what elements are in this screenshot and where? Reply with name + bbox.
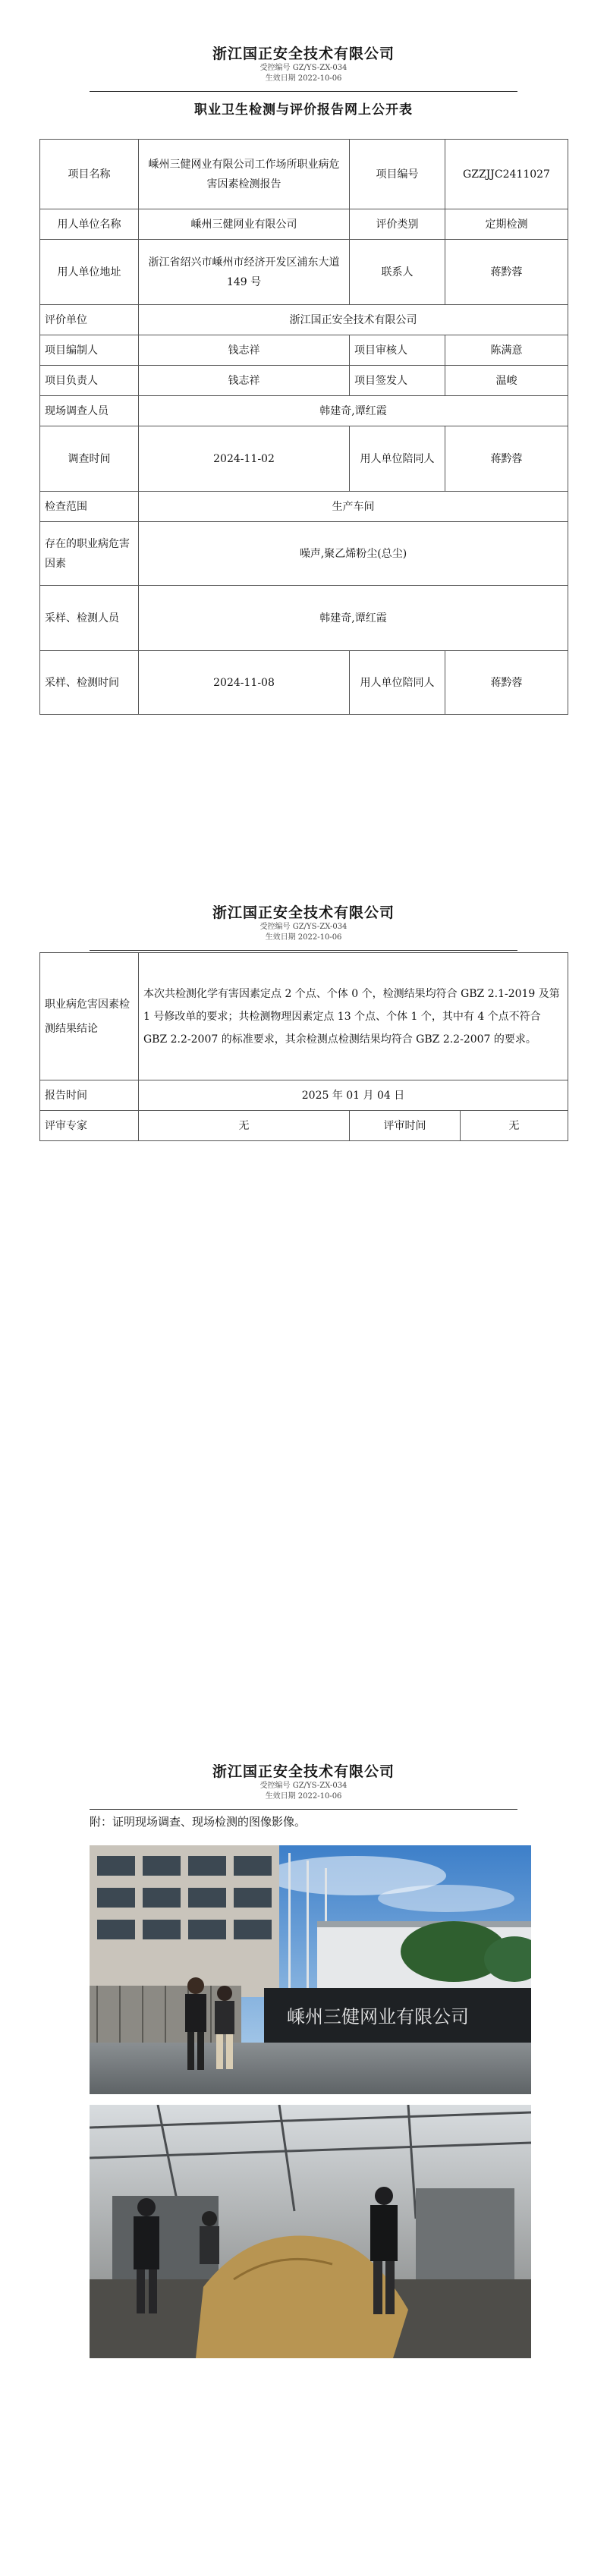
cell-label: 检查范围	[40, 492, 139, 522]
cell-label: 项目编制人	[40, 335, 139, 366]
cell-value: 蒋黔蓉	[445, 651, 568, 715]
attachment-caption: 附：证明现场调查、现场检测的图像影像。	[90, 1815, 307, 1829]
cell-value: 浙江省绍兴市嵊州市经济开发区浦东大道 149 号	[139, 240, 350, 305]
cell-value: 嵊州三健网业有限公司	[139, 209, 350, 240]
cell-value: 韩建奇,谭红霞	[139, 586, 568, 651]
cell-label: 报告时间	[40, 1080, 139, 1111]
effective-date: 生效日期 2022-10-06	[265, 74, 342, 83]
cell-value: 生产车间	[139, 492, 568, 522]
cell-value: 2024-11-08	[139, 651, 350, 715]
cell-value: 定期检测	[445, 209, 568, 240]
conclusion-table	[39, 952, 568, 1141]
cell-label: 职业病危害因素检测结果结论	[40, 953, 139, 1080]
effective-date: 生效日期 2022-10-06	[265, 933, 342, 942]
person-figure	[200, 2211, 219, 2264]
cell-label: 用人单位陪同人	[350, 426, 445, 492]
effective-date: 生效日期 2022-10-06	[265, 1792, 342, 1801]
cell-value: 蒋黔蓉	[445, 426, 568, 492]
doc-number: 受控编号 GZ/YS-ZX-034	[259, 923, 348, 931]
cell-value: 蒋黔蓉	[445, 240, 568, 305]
cell-value: 2025 年 01 月 04 日	[139, 1080, 568, 1111]
cell-value: 韩建奇,谭红霞	[139, 396, 568, 426]
cell-value: 噪声,聚乙烯粉尘(总尘)	[139, 522, 568, 586]
workshop-photo-image	[90, 2105, 531, 2358]
company-name: 浙江国正安全技术有限公司	[212, 904, 395, 921]
cell-label: 用人单位名称	[40, 209, 139, 240]
entrance-photo-image	[90, 1845, 531, 2094]
cell-value: 温峻	[445, 366, 568, 396]
page-3	[0, 1715, 607, 2576]
cell-value: 2024-11-02	[139, 426, 350, 492]
cell-value: 嵊州三健网业有限公司工作场所职业病危害因素检测报告	[139, 140, 350, 209]
page-1	[0, 0, 607, 857]
cell-value: 无	[139, 1111, 350, 1141]
cell-label: 评审时间	[350, 1111, 461, 1141]
cell-label: 现场调查人员	[40, 396, 139, 426]
cell-label: 项目负责人	[40, 366, 139, 396]
cell-value: GZZJJC2411027	[445, 140, 568, 209]
header-rule	[90, 91, 517, 92]
cell-label: 采样、检测时间	[40, 651, 139, 715]
site-photo-entrance	[90, 1845, 531, 2094]
cell-label: 采样、检测人员	[40, 586, 139, 651]
page-header	[0, 42, 607, 84]
page-header	[0, 901, 607, 943]
site-photo-workshop	[90, 2105, 531, 2358]
cell-label: 评审专家	[40, 1111, 139, 1141]
cell-value: 钱志祥	[139, 366, 350, 396]
conclusion-text: 本次共检测化学有害因素定点 2 个点、个体 0 个，检测结果均符合 GBZ 2.1-2019 及第 1 号修改单的要求；共检测物理因素定点 13 个点、个体 1 个，其中有 4 个点不符合 GBZ 2.2-2007 的标准要求，其余检测点检测结果均符合 GBZ 2.2-2007 的要求。	[139, 953, 568, 1080]
company-name: 浙江国正安全技术有限公司	[212, 46, 395, 62]
cell-value: 浙江国正安全技术有限公司	[139, 305, 568, 335]
disclosure-table	[39, 139, 568, 715]
company-sign-text: 嵊州三健网业有限公司	[287, 2006, 469, 2027]
company-name: 浙江国正安全技术有限公司	[212, 1763, 395, 1780]
cell-label: 评价类别	[350, 209, 445, 240]
cell-value: 钱志祥	[139, 335, 350, 366]
cell-label: 用人单位陪同人	[350, 651, 445, 715]
cell-label: 调查时间	[40, 426, 139, 492]
cell-value: 陈满意	[445, 335, 568, 366]
cell-label: 评价单位	[40, 305, 139, 335]
cell-label: 存在的职业病危害因素	[40, 522, 139, 586]
page-header	[0, 1760, 607, 1802]
cell-label: 用人单位地址	[40, 240, 139, 305]
doc-number: 受控编号 GZ/YS-ZX-034	[259, 1782, 348, 1790]
page-title: 职业卫生检测与评价报告网上公开表	[194, 102, 413, 118]
header-rule	[90, 1809, 517, 1810]
doc-number: 受控编号 GZ/YS-ZX-034	[259, 64, 348, 72]
cell-label: 联系人	[350, 240, 445, 305]
page-2	[0, 857, 607, 1715]
cell-label: 项目审核人	[350, 335, 445, 366]
cell-label: 项目编号	[350, 140, 445, 209]
cell-label: 项目名称	[40, 140, 139, 209]
header-rule	[90, 950, 517, 951]
cell-value: 无	[461, 1111, 568, 1141]
cell-label: 项目签发人	[350, 366, 445, 396]
